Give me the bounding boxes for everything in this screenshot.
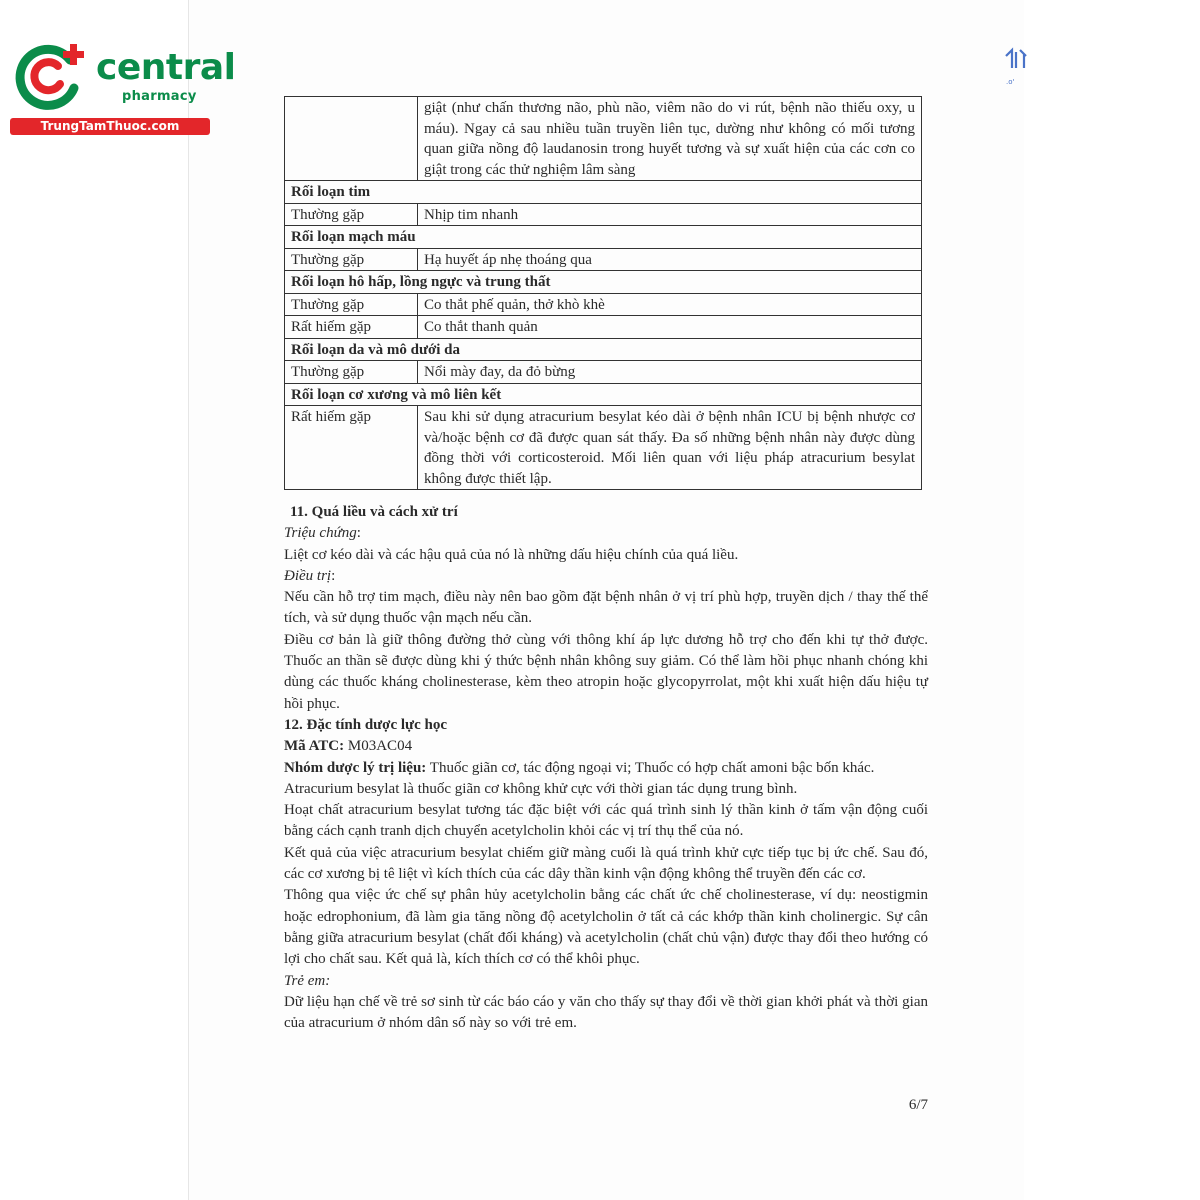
children-text: Dữ liệu hạn chế về trẻ sơ sinh từ các báo cáo y văn cho thấy sự thay đổi về thời gian khởi phát và thời gian của atracurium ở nhóm dân số này so với trẻ em.: [284, 993, 928, 1032]
section-12-heading: 12. Đặc tính dược lực học: [284, 716, 447, 733]
effect-cell: Nhịp tim nhanh: [418, 203, 922, 226]
treatment-label: Điều trị:: [284, 567, 336, 584]
table-row: [285, 97, 922, 181]
category-row: [285, 181, 922, 204]
brand-name: central: [96, 47, 236, 88]
table-row: [285, 406, 922, 490]
adverse-effects-table: [284, 96, 922, 490]
frequency-cell: Thường gặp: [285, 293, 418, 316]
frequency-cell: Rất hiếm gặp: [285, 316, 418, 339]
table-row: [285, 316, 922, 339]
treatment-paragraph-2: Điều cơ bản là giữ thông đường thở cùng với thông khí áp lực dương hỗ trợ cho đến khi tự thở được. Thuốc an thần sẽ được dùng khi ý thức bệnh nhân không suy giảm. Có thể làm hồi phục nhanh chóng khi dùng các thuốc kháng cholinesterase, kèm theo atropin hoặc glycopyrrolat, một khi xuất hiện dấu hiệu tự hồi phục.: [284, 631, 928, 712]
category-label: Rối loạn cơ xương và mô liên kết: [285, 383, 922, 406]
category-row: [285, 383, 922, 406]
effect-cell: Co thắt thanh quản: [418, 316, 922, 339]
frequency-cell: [285, 97, 418, 181]
frequency-cell: Rất hiếm gặp: [285, 406, 418, 490]
effect-cell: Nổi mày đay, da đỏ bừng: [418, 361, 922, 384]
pharmacotherapeutic-group: Nhóm dược lý trị liệu: Thuốc giãn cơ, tác động ngoại vi; Thuốc có hợp chất amoni bậc bốn khác.: [284, 759, 875, 776]
svg-text:.o': .o': [1006, 78, 1015, 86]
treatment-paragraph-1: Nếu cần hỗ trợ tim mạch, điều này nên bao gồm đặt bệnh nhân ở vị trí phù hợp, truyền dịch / thay thế thể tích, và sử dụng thuốc vận mạch nếu cần.: [284, 589, 928, 627]
brand-url-badge: TrungTamThuoc.com: [10, 118, 210, 135]
brand-subtitle: pharmacy: [122, 89, 197, 104]
symptoms-label: Triệu chứng:: [284, 525, 361, 542]
pharmacodynamics-paragraph-3: Kết quả của việc atracurium besylat chiếm giữ màng cuối là quá trình khử cực tiếp tục bị ức chế. Sau đó, các cơ xương bị tê liệt vì kích thích của các dây thần kinh vận động không thể truyền đến các cơ.: [284, 844, 928, 883]
effect-cell: Hạ huyết áp nhẹ thoáng qua: [418, 248, 922, 271]
table-row: [285, 361, 922, 384]
category-row: [285, 338, 922, 361]
frequency-cell: Thường gặp: [285, 248, 418, 271]
effect-cell: Sau khi sử dụng atracurium besylat kéo dài ở bệnh nhân ICU bị bệnh nhược cơ và/hoặc bệnh cơ đã được quan sát thấy. Đa số những bệnh nhân này được dùng đồng thời với corticosteroid. Mối liên quan với liệu pháp atracurium besylat không được thiết lập.: [418, 406, 922, 490]
table-row: [285, 248, 922, 271]
table-row: [285, 203, 922, 226]
pharmacy-logo-icon: [12, 38, 90, 112]
category-row: [285, 226, 922, 249]
category-label: Rối loạn mạch máu: [285, 226, 922, 249]
effect-cell: giật (như chấn thương não, phù não, viêm não do vi rút, bệnh não thiếu oxy, u máu). Ngay cả sau nhiều tuần truyền liên tục, dường như không có mối tương quan giữa nồng độ laudanosin trong huyết tương và sự xuất hiện của các cơn co giật trong các thử nghiệm lâm sàng: [418, 97, 922, 181]
category-label: Rối loạn hô hấp, lồng ngực và trung thất: [285, 271, 922, 294]
effect-cell: Co thắt phế quản, thở khò khè: [418, 293, 922, 316]
publisher-logo-icon: [1002, 28, 1032, 90]
frequency-cell: Thường gặp: [285, 203, 418, 226]
pharmacodynamics-paragraph-2: Hoạt chất atracurium besylat tương tác đặc biệt với các quá trình sinh lý thần kinh ở tấm vận động cuối bằng cách cạnh tranh dịch chuyển acetylcholin khỏi các vị trí thụ thể của nó.: [284, 802, 928, 840]
category-row: [285, 271, 922, 294]
atc-code: Mã ATC: M03AC04: [284, 738, 413, 755]
frequency-cell: Thường gặp: [285, 361, 418, 384]
section-11-heading: 11. Quá liều và cách xử trí: [290, 504, 458, 520]
table-row: [285, 293, 922, 316]
document-body: [284, 502, 928, 1034]
page-number: 6/7: [908, 1097, 928, 1113]
children-label: Trẻ em:: [284, 972, 331, 989]
central-pharmacy-watermark: [8, 34, 236, 138]
symptoms-text: Liệt cơ kéo dài và các hậu quả của nó là những dấu hiệu chính của quá liều.: [284, 546, 739, 563]
pharmacodynamics-paragraph-4: Thông qua việc ức chế sự phân hủy acetylcholin bằng các chất ức chế cholinesterase, ví dụ: neostigmin hoặc edrophonium, đã làm gia tăng nồng độ acetylcholin ở tất cả các khớp thần kinh cholinergic. Sự cân bằng giữa atracurium besylat (chất đối kháng) và acetylcholin (chất chủ vận) được thay đổi theo hướng có lợi cho chất sau. Kết quả là, kích thích cơ có thể khôi phục.: [284, 887, 928, 968]
category-label: Rối loạn tim: [285, 181, 922, 204]
pharmacodynamics-paragraph-1: Atracurium besylat là thuốc giãn cơ không khử cực với thời gian tác dụng trung bình.: [284, 780, 798, 797]
category-label: Rối loạn da và mô dưới da: [285, 338, 922, 361]
